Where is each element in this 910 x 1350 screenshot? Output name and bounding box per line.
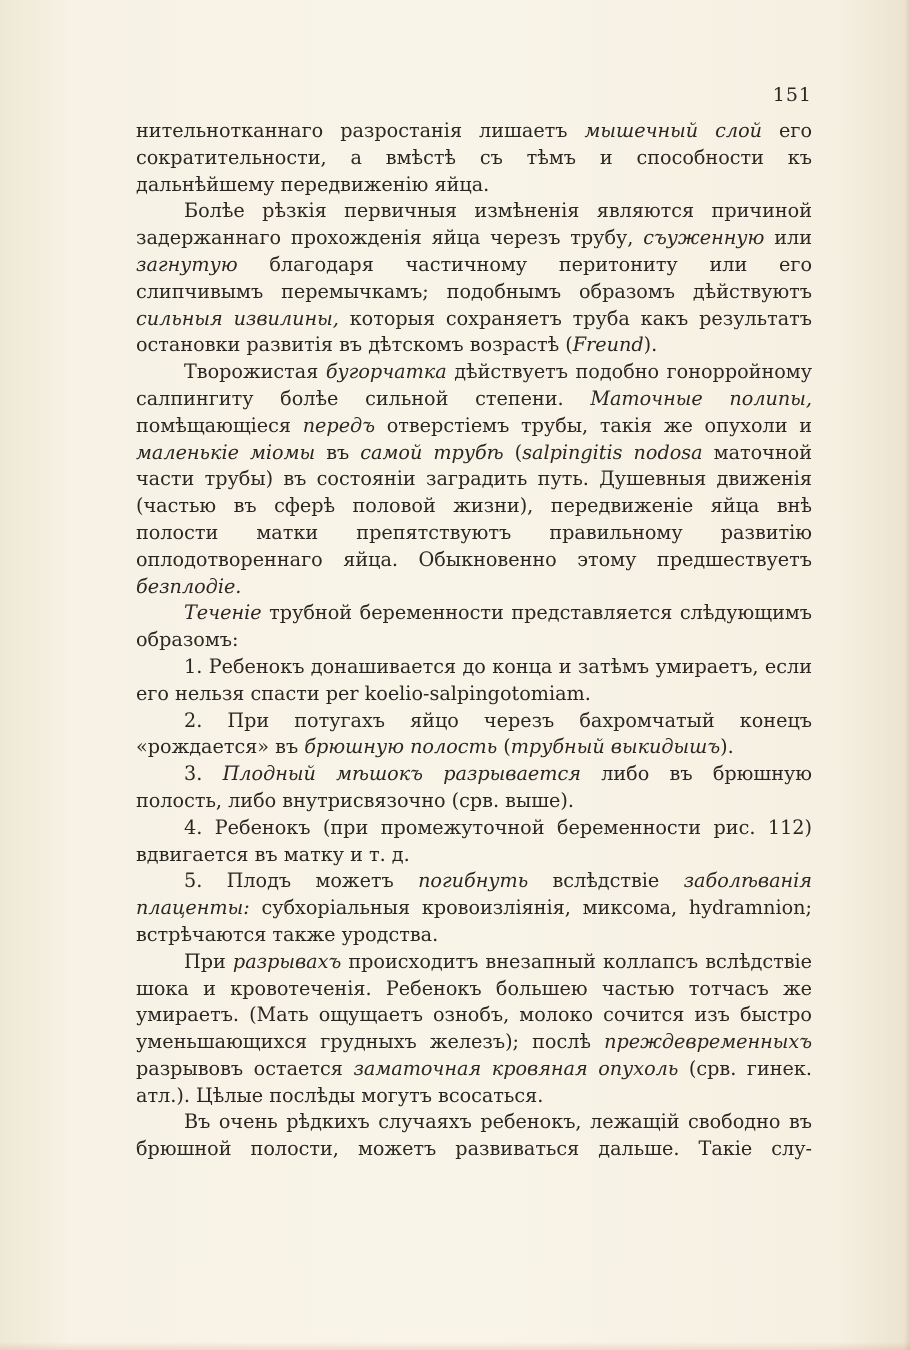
paragraph bbox=[136, 654, 812, 708]
emphasized-text: Плодный мѣшокъ разрывается bbox=[222, 762, 581, 786]
text-run: помѣщающіеся bbox=[136, 413, 303, 437]
text-run: ( bbox=[503, 440, 523, 464]
text-run: ). bbox=[720, 735, 734, 759]
text-run: въ bbox=[315, 440, 361, 464]
paragraph bbox=[136, 359, 812, 600]
text-run: разрывовъ остается bbox=[136, 1056, 354, 1080]
emphasized-text: безплодіе. bbox=[136, 574, 242, 598]
paragraph bbox=[136, 868, 812, 948]
emphasized-text: трубный выкидышъ bbox=[510, 735, 721, 759]
paragraph bbox=[136, 1109, 812, 1163]
paragraph bbox=[136, 198, 812, 359]
paragraph bbox=[136, 118, 812, 198]
text-run: субхоріальныя кровоизліянія, миксома, hydramnion; встрѣчаются также уродства. bbox=[136, 896, 812, 946]
paragraph bbox=[136, 949, 812, 1110]
text-run: При bbox=[184, 949, 233, 973]
emphasized-text: salpingitis nodosa bbox=[522, 440, 703, 464]
emphasized-text: разрывахъ bbox=[232, 949, 342, 973]
text-run: 1. Ребенокъ донашивается до конца и затѣмъ умираетъ, если его нельзя спасти per koelio-salpingotomiam. bbox=[136, 654, 812, 705]
emphasized-text: мышечный слой bbox=[584, 119, 763, 142]
emphasized-text: заболѣванія плаценты: bbox=[136, 869, 812, 920]
text-run: ( bbox=[497, 735, 511, 759]
paragraph bbox=[136, 708, 812, 762]
text-run: 2. При потугахъ яйцо черезъ бахромчатый конецъ «рождается» въ bbox=[136, 708, 812, 759]
text-run: благодаря частичному перитониту или его слипчивымъ перемычкамъ; подобнымъ образомъ дѣйствуютъ bbox=[136, 252, 812, 303]
text-run: или bbox=[764, 226, 812, 250]
emphasized-text: заматочная кровяная опухоль bbox=[353, 1056, 679, 1080]
emphasized-text: бугорчатка bbox=[325, 360, 447, 384]
text-run: дѣйствуетъ подобно гонорройному салпингиту болѣе сильной степени. bbox=[136, 360, 812, 410]
text-run: отверстіемъ трубы, такія же опухоли и bbox=[375, 413, 812, 437]
text-run: (срв. гинек. атл.). Цѣлые послѣды могутъ всосаться. bbox=[136, 1056, 812, 1107]
emphasized-text: брюшную полость bbox=[304, 735, 498, 759]
emphasized-text: маленькіе міомы bbox=[136, 440, 316, 464]
emphasized-text: Freund bbox=[572, 333, 644, 357]
text-run: маточной части трубы) въ состояніи заградить путь. Душевныя движенія (частью въ сферѣ половой жизни), передвиженіе яйца внѣ полости матки препятствуютъ правильному развитію оплодотвореннаго яйца. Обыкновенно этому предшествуетъ bbox=[136, 440, 813, 571]
text-run: Болѣе рѣзкія первичныя измѣненія являются причиной задержаннаго прохожденія яйца черезъ трубу, bbox=[136, 199, 812, 250]
paragraph bbox=[136, 815, 812, 869]
text-run: его сократительности, а вмѣстѣ съ тѣмъ и способности къ дальнѣйшему передвиженію яйца. bbox=[136, 119, 812, 196]
text-run: 5. Плодъ можетъ bbox=[184, 869, 419, 893]
text-run: ). bbox=[643, 333, 658, 357]
emphasized-text: загнутую bbox=[136, 252, 238, 276]
body-text bbox=[136, 118, 812, 1163]
text-run: трубной беременности представляется слѣдующимъ образомъ: bbox=[136, 601, 812, 652]
page-edge-shadow bbox=[904, 0, 910, 1350]
text-run: вслѣдствіе bbox=[528, 869, 684, 893]
emphasized-text: погибнуть bbox=[418, 869, 529, 893]
emphasized-text: самой трубѣ bbox=[360, 440, 504, 464]
emphasized-text: Маточные полипы, bbox=[590, 386, 813, 410]
emphasized-text: передъ bbox=[302, 413, 376, 437]
paragraph bbox=[136, 600, 812, 654]
emphasized-text: Теченіе bbox=[184, 601, 262, 625]
text-run: Творожистая bbox=[184, 360, 326, 384]
emphasized-text: преждевременныхъ bbox=[604, 1030, 812, 1054]
text-run: происходитъ внезапный коллапсъ вслѣдствіе шока и кровотеченія. Ребенокъ большею частью тотчасъ же умираетъ. (Мать ощущаетъ ознобъ, молоко сочится изъ быстро уменьшающихся грудныхъ железъ); послѣ bbox=[136, 949, 812, 1054]
text-run: нительнотканнаго разростанія лишаетъ bbox=[136, 119, 585, 142]
text-run: Въ очень рѣдкихъ случаяхъ ребенокъ, лежащій свободно въ брюшной полости, можетъ развиваться дальше. Такіе слу- bbox=[136, 1110, 812, 1161]
paragraph bbox=[136, 761, 812, 815]
text-run: которыя сохраняетъ труба какъ результатъ остановки развитія въ дѣтскомъ возрастѣ ( bbox=[136, 306, 812, 357]
text-run: либо въ брюшную полость, либо внутрисвязочно (срв. выше). bbox=[136, 762, 812, 812]
page-bottom-edge bbox=[0, 1342, 910, 1350]
emphasized-text: сильныя извилины, bbox=[136, 306, 339, 330]
emphasized-text: съуженную bbox=[643, 226, 765, 250]
text-run: 3. bbox=[184, 762, 223, 786]
text-run: 4. Ребенокъ (при промежуточной беременности рис. 112) вдвигается въ матку и т. д. bbox=[136, 815, 812, 866]
page-number: 151 bbox=[772, 84, 812, 106]
